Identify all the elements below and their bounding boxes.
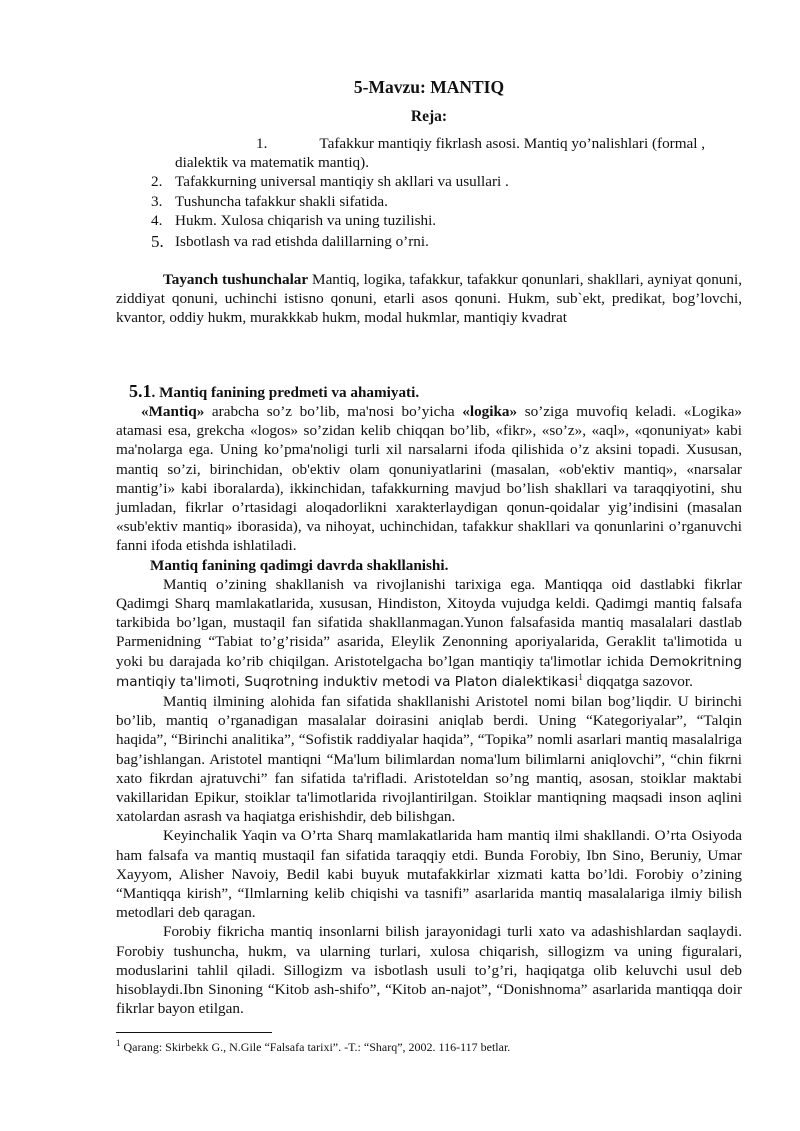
- footnote-ref[interactable]: 1: [578, 671, 583, 682]
- footnote-mark: 1: [116, 1038, 121, 1048]
- footnote: [116, 1040, 742, 1055]
- paragraph-text: diqqatga sazovor.: [582, 672, 693, 690]
- plan-item-number: 4.: [151, 211, 163, 229]
- plan-item-number: 2.: [151, 173, 163, 191]
- subheading: Mantiq fanining qadimgi davrda shakllanishi.: [150, 556, 449, 574]
- plan-list: [116, 134, 742, 251]
- plan-item: [116, 192, 742, 211]
- footnote-separator: [116, 1032, 272, 1033]
- footnote-text: Qarang: Skirbekk G., N.Gile “Falsafa tarixi”. -T.: “Sharq”, 2002. 116-117 betlar.: [120, 1040, 511, 1054]
- section-number: 5.1: [129, 381, 152, 401]
- section-title: . Mantiq fanining predmeti va ahamiyati.: [151, 384, 420, 401]
- paragraph: Keyinchalik Yaqin va O’rta Sharq mamlakatlarida ham mantiq ilmi shakllandi. O’rta Osiyoda ham falsafa va mantiq mustaqil fan sifatida taraqqiy etdi. Bunda Forobiy, Ibn Sino, Beruniy, Umar Xayyom, Alisher Navoiy, Bedil kabi buyuk mutafakkirlar xizmati katta bo’ldi. Forobiy o’zining “Mantiqqa kirish”, “Ilmlarning kelib chiqishi va tasnifi” asarlarida mantiq masalalariga ilmiy bilish metodlari deb qaragan.: [116, 827, 742, 922]
- key-concepts-text: Mantiq, logika, tafakkur, tafakkur qonunlari, shakllari, ayniyat qonuni, ziddiyat qonuni, uchinchi istisno qonuni, etarli asos qonuni. Hukm, sub`ekt, predikat, bog’lovchi, kvantor, oddiy hukm, murakkkab hukm, modal hukmlar, mantiqiy kvadrat: [116, 271, 742, 327]
- paragraph: Mantiq ilmining alohida fan sifatida shakllanishi Aristotel nomi bilan bog’liqdir. U birinchi bo’lib, mantiq o’rganadigan masalalar doirasini aniqlab berdi. Uning “Kategoriyalar”, “Talqin haqida”, “Birinchi analitika”, “Sofistik raddiyalar haqida”, “Topika” nomli asarlari mantiq masalalriga bag’ishlangan. Aristotel mantiqni “Ma'lum bilimlardan noma'lum bilimlarni aniqlovchi”, “chin fikrni xato fikrdan ajratuvchi” fan sifatida ta'rifladi. Aristoteldan so’ng mantiq, asosan, stoiklar maktabi vakillaridan Epikur, stoiklar ta'limotlarida rivojlantirilgan. Stoiklar mantiqning maqsadi inson aqlini xatolardan asrash va haqiatga erishishdir, deb bilishgan.: [116, 693, 742, 826]
- plan-item: [116, 232, 742, 251]
- paragraph: [116, 575, 742, 692]
- plan-item-number: 1.: [256, 135, 268, 152]
- section-body: [116, 402, 742, 1019]
- bold-term: «Mantiq»: [141, 403, 205, 420]
- key-concepts-label: Tayanch tushunchalar: [163, 271, 309, 288]
- plan-item-text: Hukm. Xulosa chiqarish va uning tuzilishi.: [175, 211, 437, 229]
- plan-item-text: Tafakkur mantiqiy fikrlash asosi. Mantiq yo’nalishlari (formal , dialektik va matematik mantiq).: [175, 135, 706, 172]
- plan-item: [116, 172, 742, 191]
- plan-item-text: Tafakkurning universal mantiqiy sh akllari va usullari .: [175, 173, 509, 191]
- plan-item: [116, 134, 742, 172]
- paragraph-text: so’ziga muvofiq keladi. «Logika» atamasi esa, grekcha «logos» so’zidan kelib chiqqan bo’lib, «fikr», «so’z», «aql», «qonuniyat» kabi ma'nolarga ega. Uning ko’pma'noligi turli xil narsalarni ifoda qilishida o’z aksini topadi. Xususan, mantiq so’zi, birinchidan, ob'ektiv olam qonuniyatlarini (masalan, «ob'ektiv mantiq», «narsalar mantig’i» kabi iboralarda), ikkinchidan, tafakkurning mavjud bo’lish shakllari va taraqqiyotini, shu jumladan, fikrlar o’rtasidagi aloqadorlikni xarakterlaydigan qonun-qoidalar yig’indisini (masalan «sub'ektiv mantiq» iborasida), va nihoyat, uchinchidan, tafakkur shakllari va qonunlarini o’rganuvchi fanni ifoda etishda ishlatiladi.: [116, 403, 742, 555]
- plan-item-number: 5.: [151, 232, 164, 252]
- paragraph: Forobiy fikricha mantiq insonlarni bilish jarayonidagi turli xato va adashishlardan saqlaydi. Forobiy tushuncha, hukm, va ularning turlari, xulosa chiqarish, sillogizm va uning figuralari, moduslarini tahlil qiladi. Sillogizm va isbotlash usuli to’g’ri, haqiqatga olib keluvchi usul deb hisoblaydi.Ibn Sinoning “Kitob ash-shifo”, “Kitob an-najot”, “Donishnoma” asarlarida mantiqqa doir fikrlar bayon etilgan.: [116, 923, 742, 1018]
- plan-item-text: Isbotlash va rad etishda dalillarning o’rni.: [175, 233, 429, 251]
- plan-heading: Reja:: [410, 108, 448, 125]
- paragraph-text: arabcha so’z bo’lib, ma'nosi bo’yicha: [204, 403, 463, 420]
- paragraph-text: Demokritning mantiqiy ta'limoti, Suqrotning induktiv metodi va Platon dialektikasi: [116, 653, 742, 690]
- section-heading: [129, 382, 419, 402]
- key-concepts-paragraph: [116, 270, 742, 328]
- plan-item-text: Tushuncha tafakkur shakli sifatida.: [175, 192, 388, 210]
- paragraph-text: Mantiq o’zining shakllanish va rivojlanishi tarixiga ega. Mantiqqa oid dastlabki fikrlar Qadimgi Sharq mamlakatlarida, xususan, Hindiston, Xitoyda vujudga keldi. Qadimgi mantiq falsafa tarkibida bo’lgan, mustaqil fan sifatida shakllanmagan.Yunon falsafasida mantiq masalalari dastlab Parmenidning “Tabiat to’g’risida” asarida, Eleylik Zenonning aporiyalarida, Geraklit ta'limotida u yoki bu darajada ko’rib chiqilgan. Aristotelgacha bo’lgan mantiqiy ta'limotlar ichida: [116, 575, 742, 670]
- plan-item-number: 3.: [151, 192, 163, 210]
- plan-item: [116, 211, 742, 230]
- paragraph: [116, 402, 742, 556]
- bold-term: «logika»: [462, 403, 518, 420]
- page-title: 5-Mavzu: MANTIQ: [353, 77, 505, 97]
